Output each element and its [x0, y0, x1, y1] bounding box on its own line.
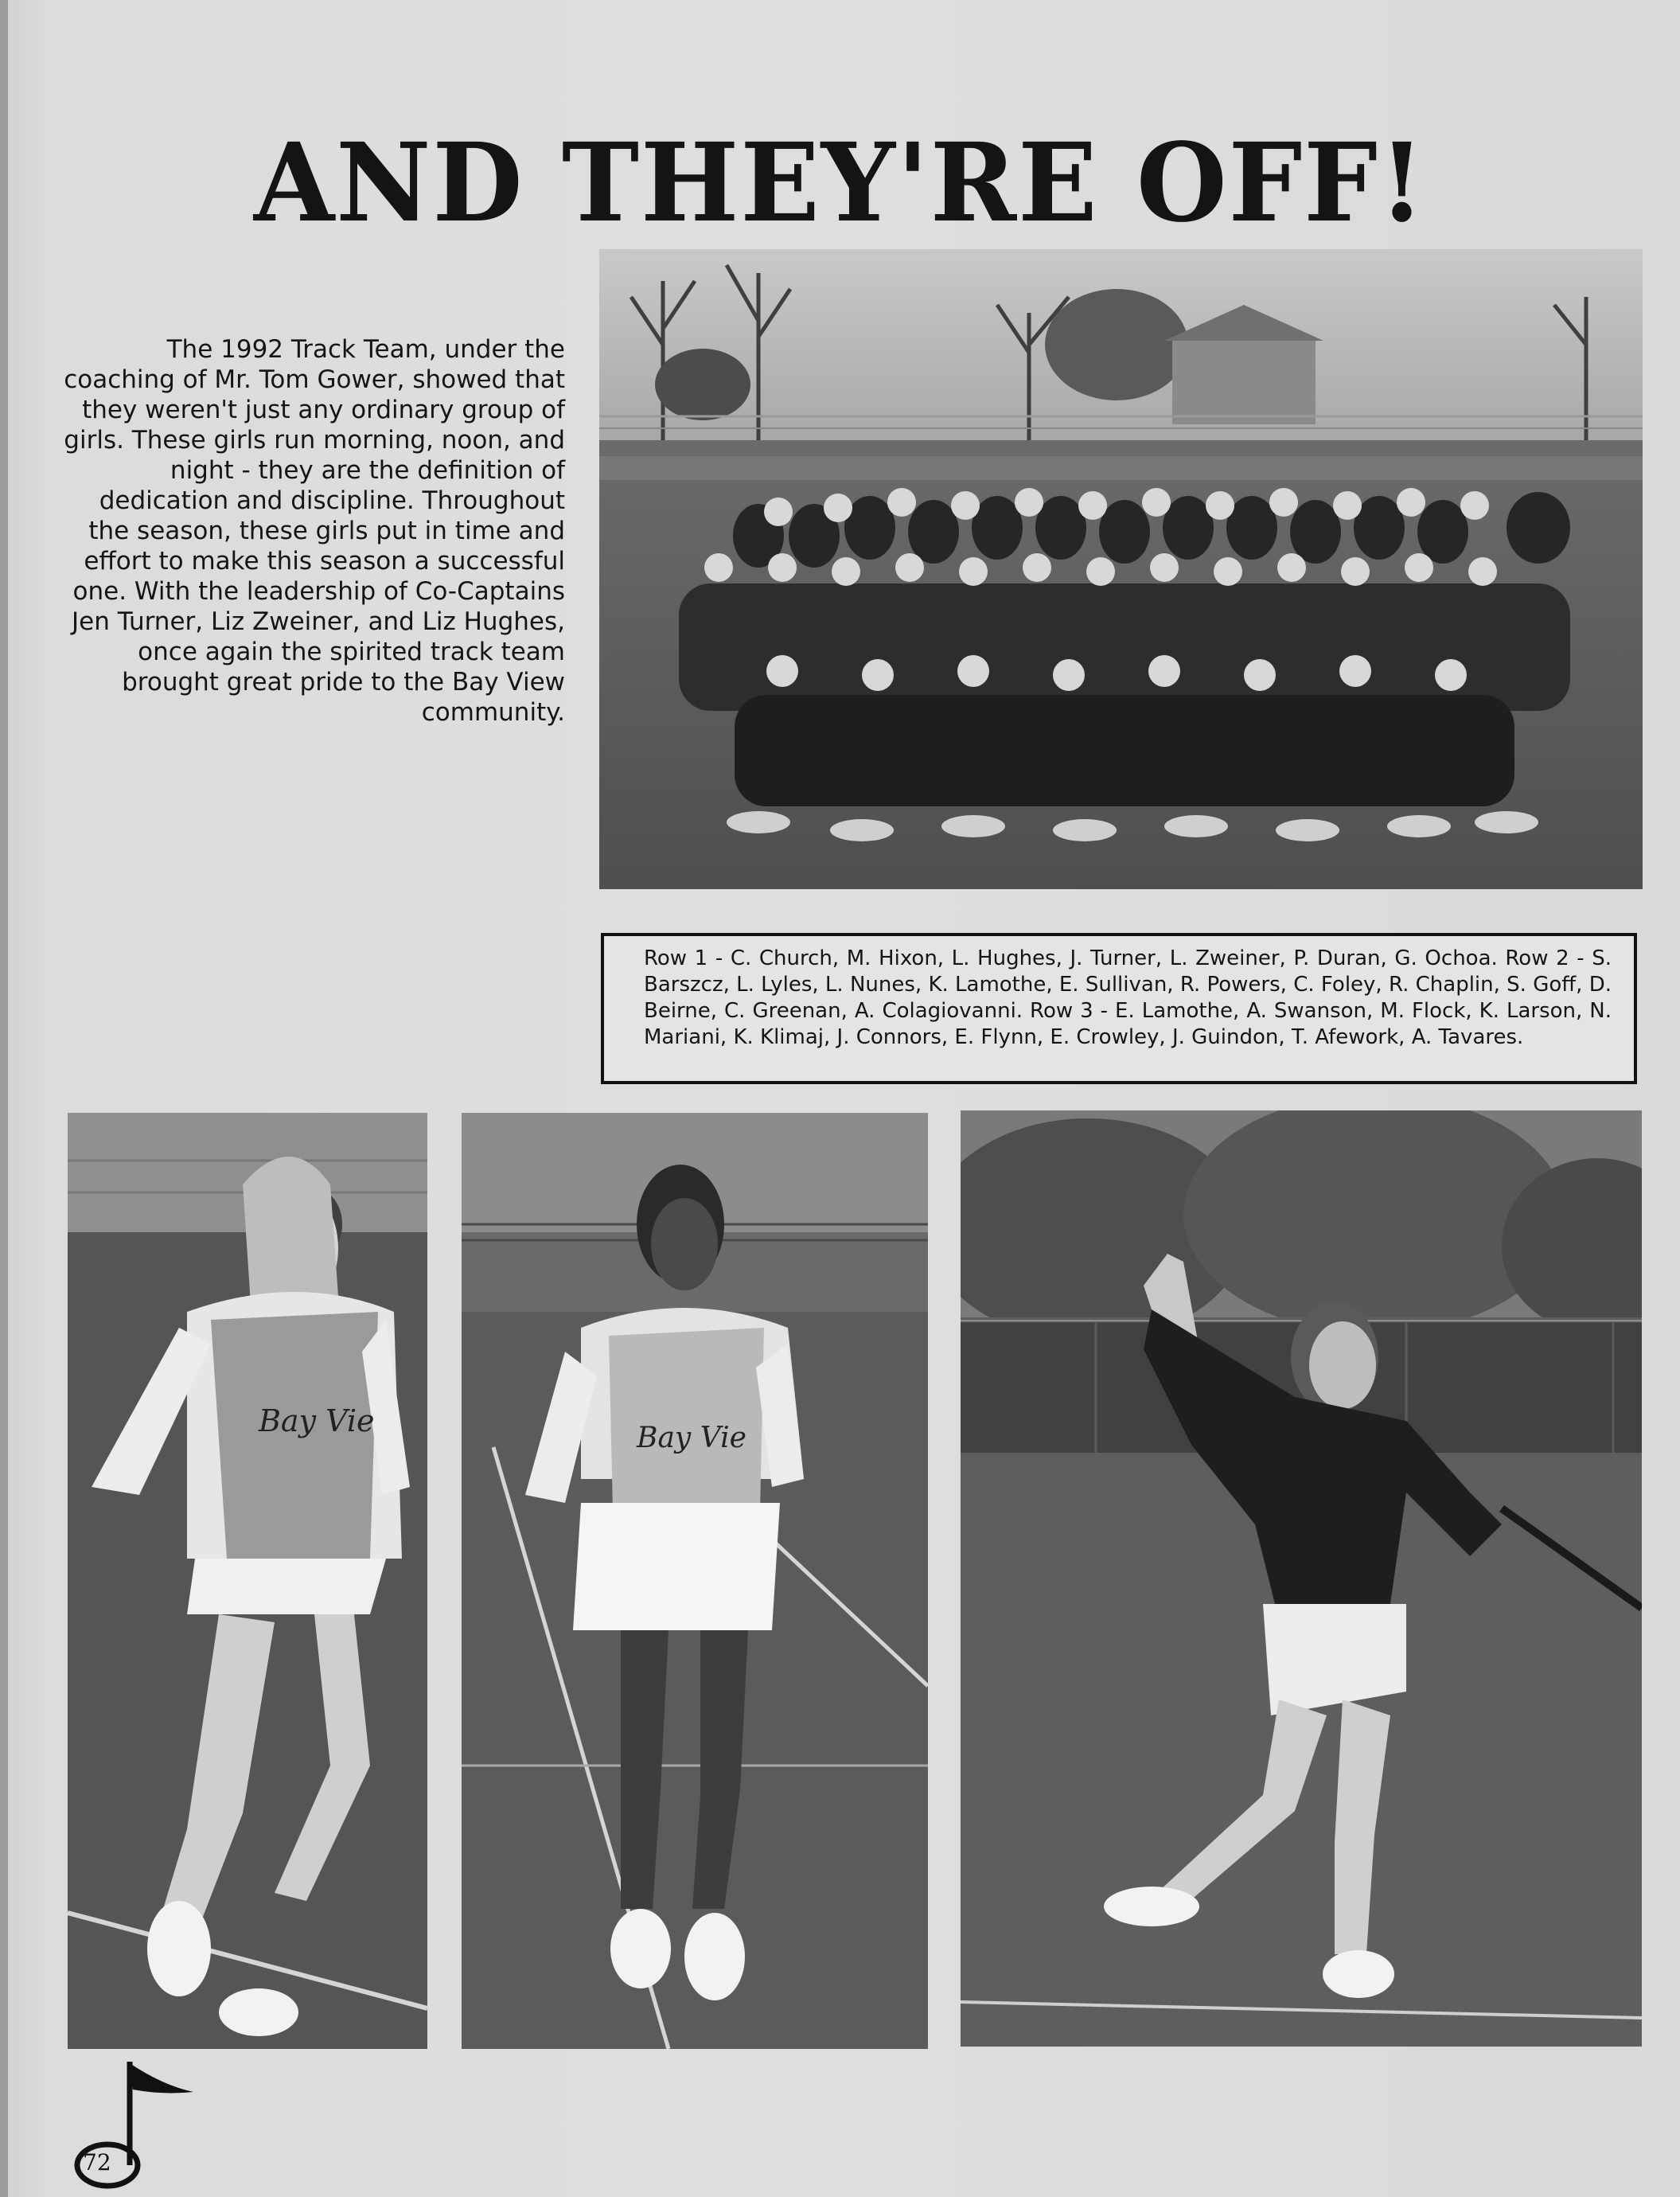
page-binding-edge [0, 0, 8, 2197]
team-roster-caption-box [601, 933, 1637, 1084]
runner-photo-left [68, 1113, 427, 2049]
page-title: AND THEY'RE OFF! [253, 119, 1427, 247]
runner-photo-center [462, 1113, 928, 2049]
intro-paragraph: The 1992 Track Team, under the coaching of Mr. Tom Gower, showed that they weren't just any ordinary group of girls. These girls run morning, noon, and night - they are the definition of dedication and discipline. Throughout the season, these girls put in time and effort to make this season a successful one. With the leadership of Co-Captains Jen Turner, Liz Zweiner, and Liz Hughes, once again the spirited track team brought great pride to the Bay View community. [64, 335, 565, 727]
page-number: 72 [83, 2149, 111, 2176]
javelin-thrower-photo [961, 1110, 1642, 2047]
team-photo [599, 249, 1643, 889]
svg-text:Bay Vie: Bay Vie [637, 1422, 746, 1454]
svg-text:Bay Vie: Bay Vie [259, 1403, 375, 1438]
team-roster-caption: Row 1 - C. Church, M. Hixon, L. Hughes, J. Turner, L. Zweiner, P. Duran, G. Ochoa. Row 2 - S. Barszcz, L. Lyles, L. Nunes, K. Lamothe, E. Sullivan, R. Powers, C. Foley, R. Chaplin, S. Goff, D. Beirne, C. Greenan, A. Colagiovanni. Row 3 - E. Lamothe, A. Swanson, M. Flock, K. Larson, N. Mariani, K. Klimaj, J. Connors, E. Flynn, E. Crowley, J. Guindon, T. Afework, A. Tavares. [644, 946, 1612, 1049]
music-note-icon [60, 2054, 203, 2189]
